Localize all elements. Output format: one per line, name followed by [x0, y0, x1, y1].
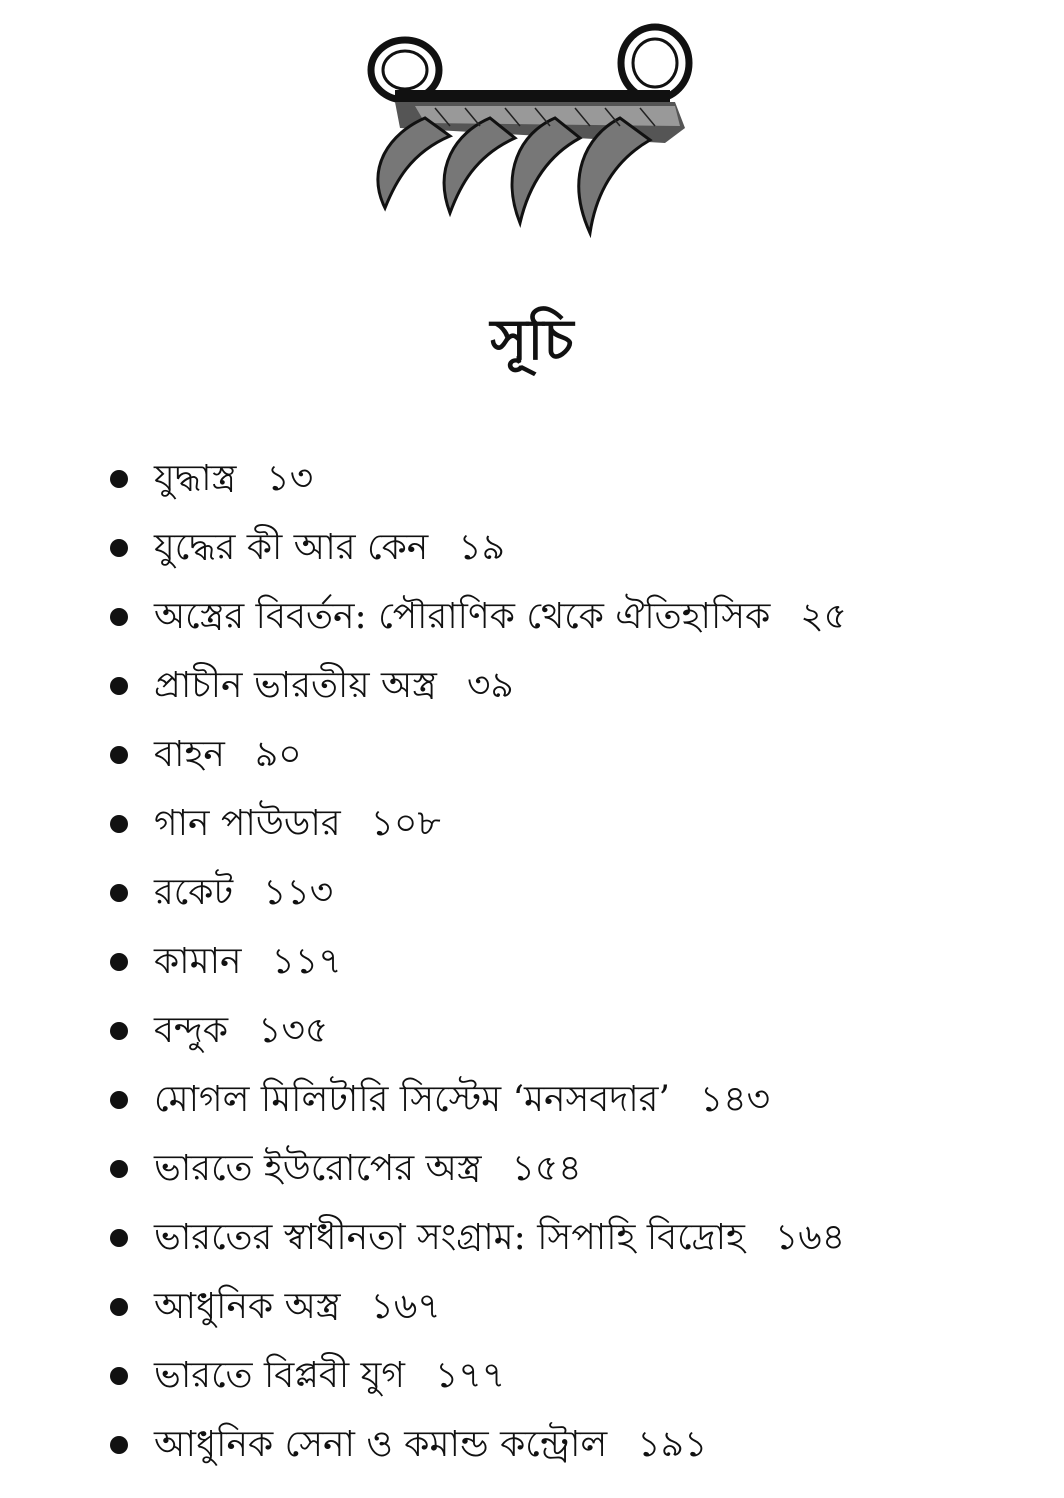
toc-title: বন্দুক [154, 1009, 229, 1051]
bullet-icon [110, 1091, 128, 1109]
toc-title: মোগল মিলিটারি সিস্টেম ‘মনসবদার’ [154, 1078, 670, 1120]
toc-list [105, 444, 1035, 1479]
toc-title: ভারতে ইউরোপের অস্ত্র [154, 1147, 482, 1189]
list-item [105, 582, 1035, 651]
bullet-icon [110, 1298, 128, 1316]
list-item [105, 1203, 1035, 1272]
bullet-icon [110, 539, 128, 557]
bullet-icon [110, 884, 128, 902]
toc-page-number: ১৩ [266, 457, 314, 499]
bullet-icon [110, 815, 128, 833]
toc-title: রকেট [154, 871, 234, 913]
toc-page-number: ১৩৫ [258, 1009, 329, 1051]
toc-title: অস্ত্রের বিবর্তন: পৌরাণিক থেকে ঐতিহাসিক [154, 595, 771, 637]
list-item [105, 651, 1035, 720]
toc-page-number: ১৯ [458, 526, 506, 568]
toc-page-number: ৩৯ [466, 664, 514, 706]
toc-page-number: ১৬৭ [370, 1285, 441, 1327]
bullet-icon [110, 746, 128, 764]
list-item [105, 444, 1035, 513]
list-item [105, 1272, 1035, 1341]
toc-title: কামান [154, 940, 242, 982]
toc-title: গান পাউডার [154, 802, 341, 844]
toc-title: আধুনিক সেনা ও কমান্ড কন্ট্রোল [154, 1423, 608, 1465]
toc-title: যুদ্ধের কী আর কেন [154, 526, 429, 568]
toc-page-number: ১৬৪ [774, 1216, 846, 1258]
toc-page-number: ১৫৪ [511, 1147, 582, 1189]
list-item [105, 1341, 1035, 1410]
list-item [105, 1134, 1035, 1203]
toc-title: বাহন [154, 733, 225, 775]
list-item [105, 1410, 1035, 1479]
bullet-icon [110, 1367, 128, 1385]
list-item [105, 927, 1035, 996]
list-item [105, 789, 1035, 858]
toc-page-number: ১০৮ [370, 802, 441, 844]
bullet-icon [110, 1160, 128, 1178]
toc-title: ভারতের স্বাধীনতা সংগ্রাম: সিপাহি বিদ্রোহ [154, 1216, 745, 1258]
bullet-icon [110, 1229, 128, 1247]
toc-page-number: ১১৭ [271, 940, 342, 982]
four-hook-weapon-icon [355, 8, 705, 238]
list-item [105, 513, 1035, 582]
toc-title: ভারতে বিপ্লবী যুগ [154, 1354, 406, 1396]
toc-page-number: ১৭৭ [435, 1354, 506, 1396]
list-item [105, 720, 1035, 789]
toc-title: যুদ্ধাস্ত্র [154, 457, 237, 499]
toc-title: প্রাচীন ভারতীয় অস্ত্র [154, 664, 437, 706]
page-title: সূচি [490, 307, 574, 373]
list-item [105, 858, 1035, 927]
list-item [105, 1065, 1035, 1134]
bullet-icon [110, 470, 128, 488]
toc-page-number: ৯০ [254, 733, 302, 775]
bullet-icon [110, 677, 128, 695]
toc-page-number: ২৫ [800, 595, 848, 637]
list-item [105, 996, 1035, 1065]
bullet-icon [110, 1436, 128, 1454]
bullet-icon [110, 953, 128, 971]
toc-page-number: ১৪৩ [699, 1078, 771, 1120]
toc-title: আধুনিক অস্ত্র [154, 1285, 341, 1327]
toc-page-number: ১১৩ [263, 871, 334, 913]
bullet-icon [110, 608, 128, 626]
toc-page-number: ১৯১ [637, 1423, 708, 1465]
bullet-icon [110, 1022, 128, 1040]
